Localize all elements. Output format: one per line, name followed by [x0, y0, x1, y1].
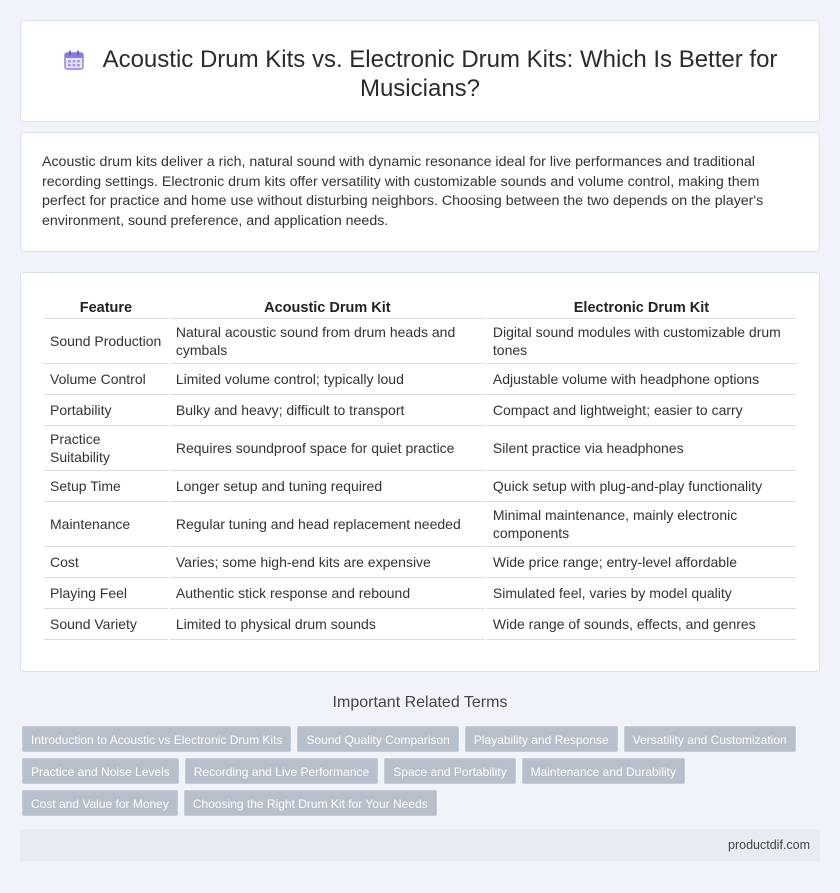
- feature-cell: Maintenance: [44, 502, 168, 547]
- feature-cell: Setup Time: [44, 471, 168, 502]
- acoustic-cell: Longer setup and tuning required: [170, 471, 485, 502]
- header-acoustic: Acoustic Drum Kit: [170, 297, 485, 319]
- table-row: [44, 395, 796, 426]
- electronic-cell: Simulated feel, varies by model quality: [487, 578, 796, 609]
- calendar-icon: [63, 49, 85, 71]
- related-term-tag[interactable]: Practice and Noise Levels: [22, 758, 179, 784]
- acoustic-cell: Natural acoustic sound from drum heads and cymbals: [170, 319, 485, 364]
- acoustic-cell: Regular tuning and head replacement needed: [170, 502, 485, 547]
- acoustic-cell: Limited volume control; typically loud: [170, 364, 485, 395]
- table-row: [44, 547, 796, 578]
- table-row: [44, 502, 796, 547]
- table-row: [44, 426, 796, 471]
- title-card: [20, 20, 820, 122]
- intro-card: [20, 132, 820, 252]
- electronic-cell: Wide range of sounds, effects, and genres: [487, 609, 796, 640]
- acoustic-cell: Varies; some high-end kits are expensive: [170, 547, 485, 578]
- electronic-cell: Digital sound modules with customizable drum tones: [487, 319, 796, 364]
- electronic-cell: Quick setup with plug-and-play functionality: [487, 471, 796, 502]
- related-terms-list: [22, 726, 812, 822]
- feature-cell: Playing Feel: [44, 578, 168, 609]
- table-row: [44, 471, 796, 502]
- page-title: [21, 45, 819, 103]
- electronic-cell: Compact and lightweight; easier to carry: [487, 395, 796, 426]
- related-term-tag[interactable]: Versatility and Customization: [624, 726, 796, 752]
- header-feature: Feature: [44, 297, 168, 319]
- related-terms-heading: Important Related Terms: [332, 694, 508, 711]
- feature-cell: Cost: [44, 547, 168, 578]
- feature-cell: Sound Variety: [44, 609, 168, 640]
- comparison-card: [20, 272, 820, 672]
- related-term-tag[interactable]: Recording and Live Performance: [185, 758, 378, 784]
- related-term-tag[interactable]: Maintenance and Durability: [522, 758, 685, 784]
- feature-cell: Practice Suitability: [44, 426, 168, 471]
- table-row: [44, 319, 796, 364]
- related-term-tag[interactable]: Playability and Response: [465, 726, 618, 752]
- feature-cell: Portability: [44, 395, 168, 426]
- electronic-cell: Adjustable volume with headphone options: [487, 364, 796, 395]
- electronic-cell: Wide price range; entry-level affordable: [487, 547, 796, 578]
- header-electronic: Electronic Drum Kit: [487, 297, 796, 319]
- acoustic-cell: Bulky and heavy; difficult to transport: [170, 395, 485, 426]
- intro-paragraph: Acoustic drum kits deliver a rich, natural sound with dynamic resonance ideal for live performances and traditional recording settings. Electronic drum kits offer versatility with customizable sounds and volume control, making them perfect for practice and home use without disturbing neighbors. Choosing between the two depends on the player's environment, sound preference, and application needs.: [42, 154, 764, 229]
- related-term-tag[interactable]: Choosing the Right Drum Kit for Your Needs: [184, 790, 437, 816]
- acoustic-cell: Limited to physical drum sounds: [170, 609, 485, 640]
- related-term-tag[interactable]: Sound Quality Comparison: [297, 726, 458, 752]
- related-term-tag[interactable]: Cost and Value for Money: [22, 790, 178, 816]
- table-row: [44, 578, 796, 609]
- related-term-tag[interactable]: Space and Portability: [384, 758, 515, 784]
- electronic-cell: Minimal maintenance, mainly electronic components: [487, 502, 796, 547]
- comparison-table: [42, 297, 798, 640]
- page-title-text: Acoustic Drum Kits vs. Electronic Drum Kits: Which Is Better for Musicians?: [102, 46, 778, 102]
- related-term-tag[interactable]: Introduction to Acoustic vs Electronic Drum Kits: [22, 726, 291, 752]
- table-header-row: [44, 297, 796, 319]
- feature-cell: Volume Control: [44, 364, 168, 395]
- electronic-cell: Silent practice via headphones: [487, 426, 796, 471]
- acoustic-cell: Requires soundproof space for quiet practice: [170, 426, 485, 471]
- footer: [20, 829, 820, 861]
- table-row: [44, 364, 796, 395]
- footer-site-link[interactable]: productdif.com: [728, 838, 810, 852]
- feature-cell: Sound Production: [44, 319, 168, 364]
- acoustic-cell: Authentic stick response and rebound: [170, 578, 485, 609]
- table-row: [44, 609, 796, 640]
